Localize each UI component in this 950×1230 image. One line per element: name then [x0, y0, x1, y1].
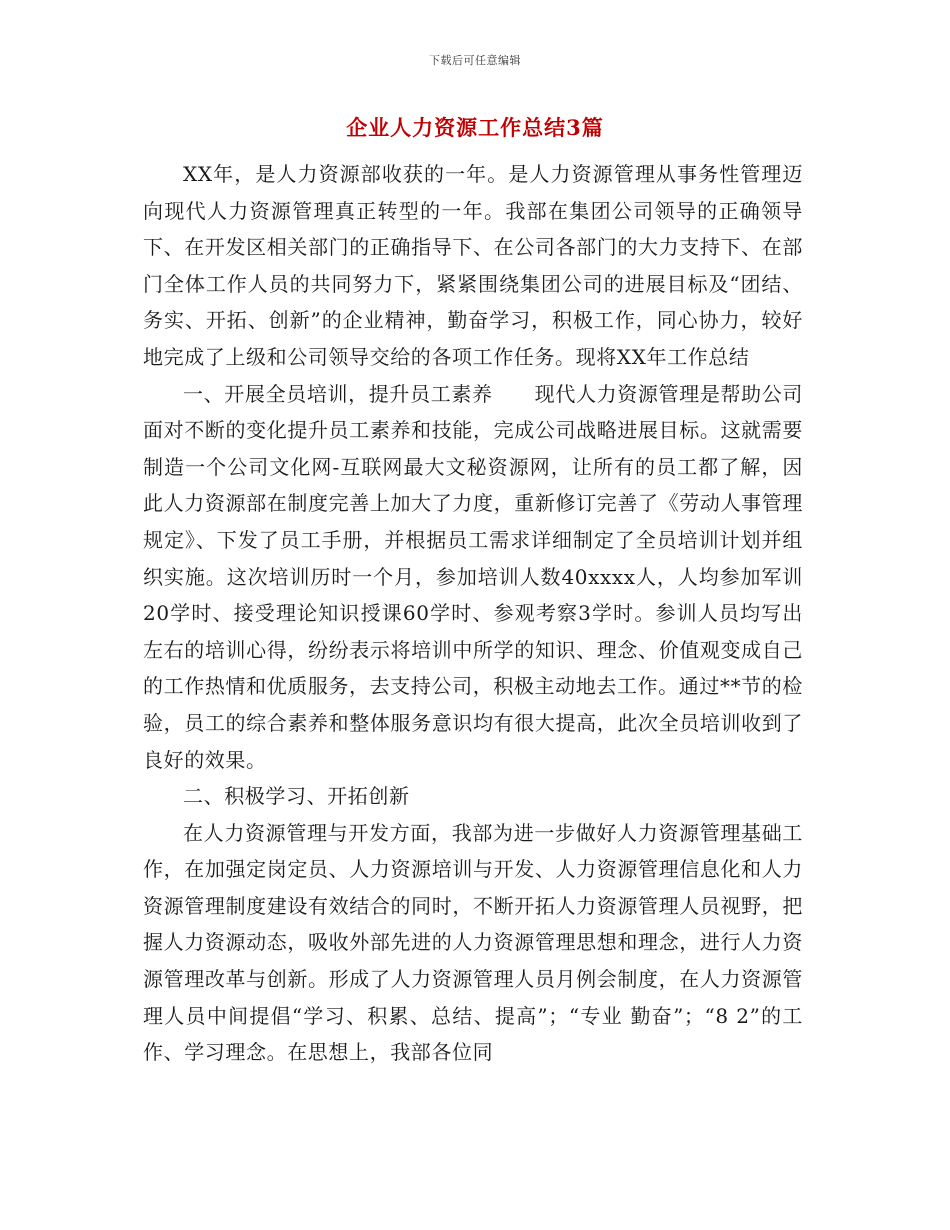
document-body [143, 156, 803, 1071]
section-heading-innovation: 二、积极学习、开拓创新 [183, 784, 410, 809]
section-heading-training: 一、开展全员培训，提升员工素养 [183, 381, 493, 406]
paragraph-intro: XX年，是人力资源部收获的一年。是人力资源管理从事务性管理迈向现代人力资源管理真正转型的一年。我部在集团公司领导的正确领导下、在开发区相关部门的正确指导下、在公司各部门的大力支持下、在部门全体工作人员的共同努力下，紧紧围绕集团公司的进展目标及“团结、务实、开拓、创新”的企业精神，勤奋学习，积极工作，同心协力，较好地完成了上级和公司领导交给的各项工作任务。现将XX年工作总结 [143, 162, 803, 369]
document-title: 企业人力资源工作总结3篇 [346, 115, 604, 140]
header-note: 下载后可任意编辑 [429, 54, 521, 67]
paragraph-training [143, 376, 803, 779]
paragraph-hr-management: 在人力资源管理与开发方面，我部为进一步做好人力资源管理基础工作，在加强定岗定员、人力资源培训与开发、人力资源管理信息化和人力资源管理制度建设有效结合的同时，不断开拓人力资源管理人员视野，把握人力资源动态，吸收外部先进的人力资源管理思想和理念，进行人力资源管理改革与创新。形成了人力资源管理人员月例会制度，在人力资源管理人员中间提倡“学习、积累、总结、提高”；“专业 勤奋”；“8 2”的工作、学习理念。在思想上，我部各位同 [143, 820, 803, 1065]
paragraph-training-body: 现代人力资源管理是帮助公司面对不断的变化提升员工素养和技能，完成公司战略进展目标。这就需要制造一个公司文化网-互联网最大文秘资源网，让所有的员工都了解，因此人力资源部在制度完善上加大了力度，重新修订完善了《劳动人事管理规定》、下发了员工手册，并根据员工需求详细制定了全员培训计划并组织实施。这次培训历时一个月，参加培训人数40xxxx人，人均参加军训20学时、接受理论知识授课60学时、参观考察3学时。参训人员均写出左右的培训心得，纷纷表示将培训中所学的知识、理念、价值观变成自己的工作热情和优质服务，去支持公司，积极主动地去工作。通过**节的检验，员工的综合素养和整体服务意识均有很大提高，此次全员培训收到了良好的效果。 [143, 381, 803, 772]
